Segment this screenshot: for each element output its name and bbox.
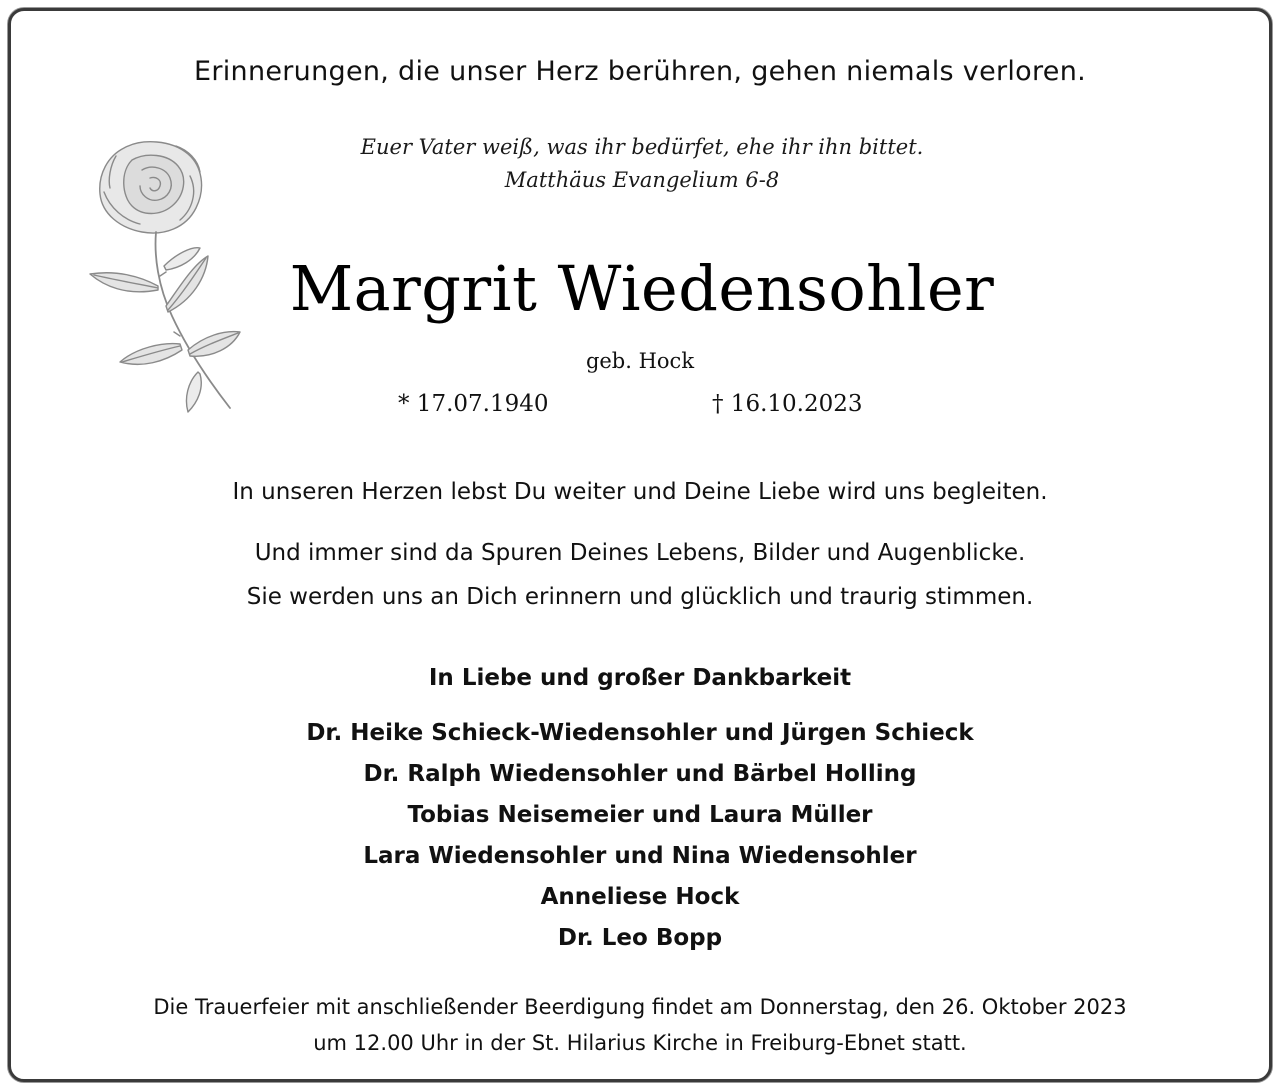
birth-date: * 17.07.1940	[398, 391, 549, 417]
memorial-text-line1: Und immer sind da Spuren Deines Lebens, Bilder und Augenblicke.	[254, 540, 1026, 566]
service-info-line1: Die Trauerfeier mit anschließender Beerdigung findet am Donnerstag, den 26. Oktober 2023	[153, 995, 1127, 1019]
bible-verse-reference: Matthäus Evangelium 6-8	[504, 168, 780, 192]
death-date: † 16.10.2023	[712, 391, 863, 417]
mourner-entry: Anneliese Hock	[540, 884, 740, 910]
mourner-entry: Tobias Neisemeier und Laura Müller	[407, 802, 873, 828]
maiden-name: geb. Hock	[585, 349, 695, 373]
deceased-name: Margrit Wiedensohler	[289, 252, 995, 325]
mourner-entry: Lara Wiedensohler und Nina Wiedensohler	[363, 843, 917, 869]
motto-heading: Erinnerungen, die unser Herz berühren, gehen niemals verloren.	[193, 56, 1087, 87]
bible-verse: Euer Vater weiß, was ihr bedürfet, ehe ihr ihn bittet.	[360, 135, 924, 159]
mourner-entry: Dr. Ralph Wiedensohler und Bärbel Holling	[363, 761, 917, 787]
mourner-entry: Dr. Leo Bopp	[557, 925, 723, 951]
memorial-text: In unseren Herzen lebst Du weiter und Deine Liebe wird uns begleiten.	[232, 479, 1048, 505]
mourner-entry: Dr. Heike Schieck-Wiedensohler und Jürgen Schieck	[306, 720, 974, 746]
memorial-text-line2: Sie werden uns an Dich erinnern und glücklich und traurig stimmen.	[246, 584, 1034, 610]
service-info-line2: um 12.00 Uhr in der St. Hilarius Kirche in Freiburg-Ebnet statt.	[313, 1031, 967, 1055]
mourners-list	[0, 713, 1280, 959]
dedication-heading: In Liebe und großer Dankbarkeit	[428, 665, 852, 691]
